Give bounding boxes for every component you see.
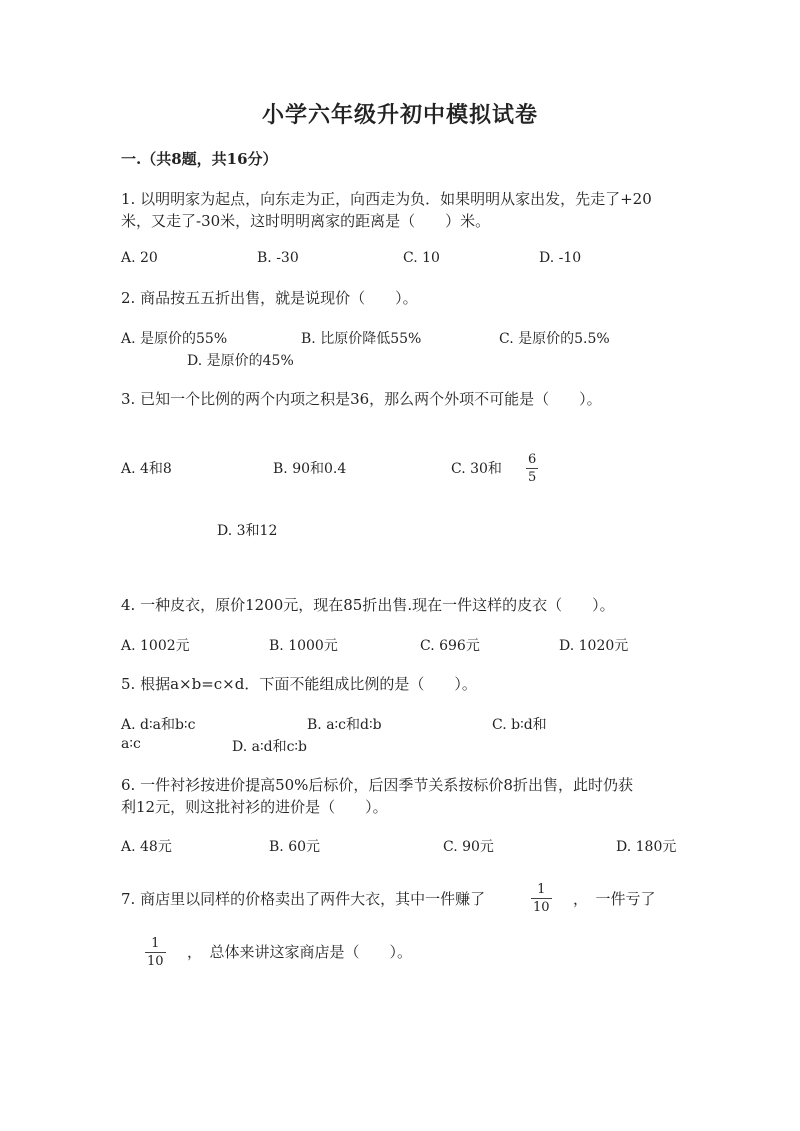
question-1-line-2: 米，又走了-30米，这时明明离家的距离是（ ）米。 xyxy=(121,212,491,230)
question-6-option-d: D. 180元 xyxy=(616,839,677,855)
question-7-part-3: ， 总体来讲这家商店是（ ）。 xyxy=(187,943,413,961)
question-2-line-1: 2. 商品按五五折出售，就是说现价（ ）。 xyxy=(121,289,418,307)
fraction-numerator: 1 xyxy=(151,936,160,951)
question-6-option-a: A. 48元 xyxy=(121,839,172,855)
fraction-denominator: 10 xyxy=(533,900,550,915)
question-4-option-a: A. 1002元 xyxy=(121,638,190,654)
question-7-part-1: 7. 商店里以同样的价格卖出了两件大衣，其中一件赚了 xyxy=(121,890,486,908)
fraction-bar xyxy=(145,952,166,953)
question-3-fraction xyxy=(526,452,538,485)
question-5-option-d: D. a∶d和c∶b xyxy=(232,739,308,755)
question-2-option-d: D. 是原价的45% xyxy=(187,353,294,369)
fraction-bar xyxy=(526,468,538,469)
page-title: 小学六年级升初中模拟试卷 xyxy=(261,102,538,128)
question-6-line-2: 利12元，则这批衬衫的进价是（ ）。 xyxy=(121,798,388,816)
question-2-option-b: B. 比原价降低55% xyxy=(301,331,422,347)
question-5-line-1: 5. 根据a×b=c×d．下面不能组成比例的是（ ）。 xyxy=(121,675,477,693)
question-6-line-1: 6. 一件衬衫按进价提高50%后标价，后因季节关系按标价8折出售，此时仍获 xyxy=(121,776,633,794)
question-3-option-b: B. 90和0.4 xyxy=(273,461,347,477)
question-3-option-c: C. 30和 xyxy=(451,461,502,477)
question-1-option-a: A. 20 xyxy=(121,250,158,266)
question-4-line-1: 4. 一种皮衣，原价1200元，现在85折出售.现在一件这样的皮衣（ ）。 xyxy=(121,596,615,614)
question-7-part-2: ， 一件亏了 xyxy=(573,890,656,908)
fraction-numerator: 1 xyxy=(537,882,546,897)
question-2-option-c: C. 是原价的5.5% xyxy=(499,331,610,347)
question-6-option-c: C. 90元 xyxy=(443,839,494,855)
question-5-option-b: B. a∶c和d∶b xyxy=(307,717,382,733)
question-3-option-a: A. 4和8 xyxy=(121,461,172,477)
question-5-option-c-continued: a∶c xyxy=(121,736,141,752)
question-3-line-1: 3. 已知一个比例的两个内项之积是36，那么两个外项不可能是（ ）。 xyxy=(121,390,602,408)
question-4-option-b: B. 1000元 xyxy=(269,638,338,654)
fraction-denominator: 5 xyxy=(528,470,537,485)
question-7-fraction-1 xyxy=(531,882,552,915)
fraction-numerator: 6 xyxy=(528,452,537,467)
question-2-option-a: A. 是原价的55% xyxy=(121,331,228,347)
question-4-option-c: C. 696元 xyxy=(420,638,480,654)
question-1-option-b: B. -30 xyxy=(257,250,299,266)
question-1-option-c: C. 10 xyxy=(403,250,440,266)
question-4-option-d: D. 1020元 xyxy=(559,638,629,654)
fraction-bar xyxy=(531,898,552,899)
question-5-option-a: A. d∶a和b∶c xyxy=(121,717,196,733)
question-3-option-d: D. 3和12 xyxy=(217,523,278,539)
question-6-option-b: B. 60元 xyxy=(269,839,321,855)
question-5-option-c: C. b∶d和 xyxy=(492,717,547,733)
fraction-denominator: 10 xyxy=(147,954,164,969)
question-1-line-1: 1. 以明明家为起点，向东走为正，向西走为负．如果明明从家出发，先走了+20 xyxy=(121,190,652,208)
section-heading: 一.（共8题，共16分） xyxy=(121,150,278,168)
question-1-option-d: D. -10 xyxy=(539,250,582,266)
question-7-fraction-2 xyxy=(145,936,166,969)
